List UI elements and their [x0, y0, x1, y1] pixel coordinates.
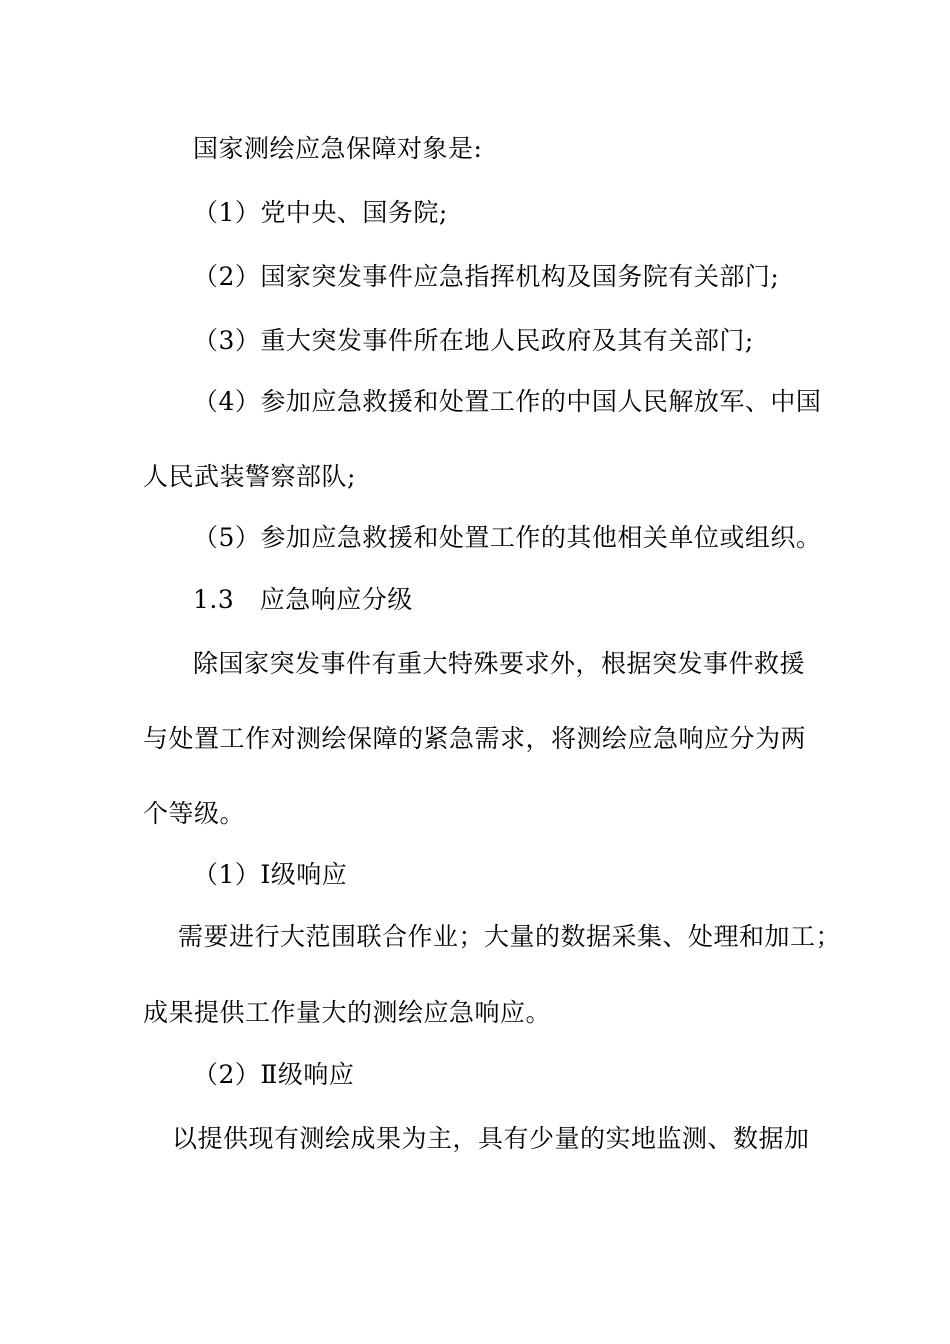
text-line: （3）重大突发事件所在地人民政府及其有关部门;	[193, 326, 754, 355]
text-line: （1）党中央、国务院;	[193, 198, 448, 227]
section-heading: 1.3 应急响应分级	[193, 585, 413, 614]
text-line: 成果提供工作量大的测绘应急响应。	[143, 998, 552, 1027]
text-line: 个等级。	[143, 799, 246, 828]
text-line: 需要进行大范围联合作业；大量的数据采集、处理和加工；	[178, 922, 842, 951]
text-line: （4）参加应急救援和处置工作的中国人民解放军、中国	[193, 387, 822, 416]
text-line: （2）Ⅱ级响应	[193, 1060, 355, 1089]
text-line: 国家测绘应急保障对象是:	[193, 134, 483, 163]
text-line: （1）Ⅰ级响应	[193, 860, 348, 889]
text-line: 以提供现有测绘成果为主，具有少量的实地监测、数据加	[172, 1124, 810, 1153]
text-line: 人民武装警察部队;	[143, 462, 356, 491]
text-line: 除国家突发事件有重大特殊要求外，根据突发事件救援	[193, 649, 806, 678]
text-line: （5）参加应急救援和处置工作的其他相关单位或组织。	[193, 523, 822, 552]
text-line: （2）国家突发事件应急指挥机构及国务院有关部门;	[193, 262, 780, 291]
text-line: 与处置工作对测绘保障的紧急需求，将测绘应急响应分为两	[143, 724, 807, 753]
